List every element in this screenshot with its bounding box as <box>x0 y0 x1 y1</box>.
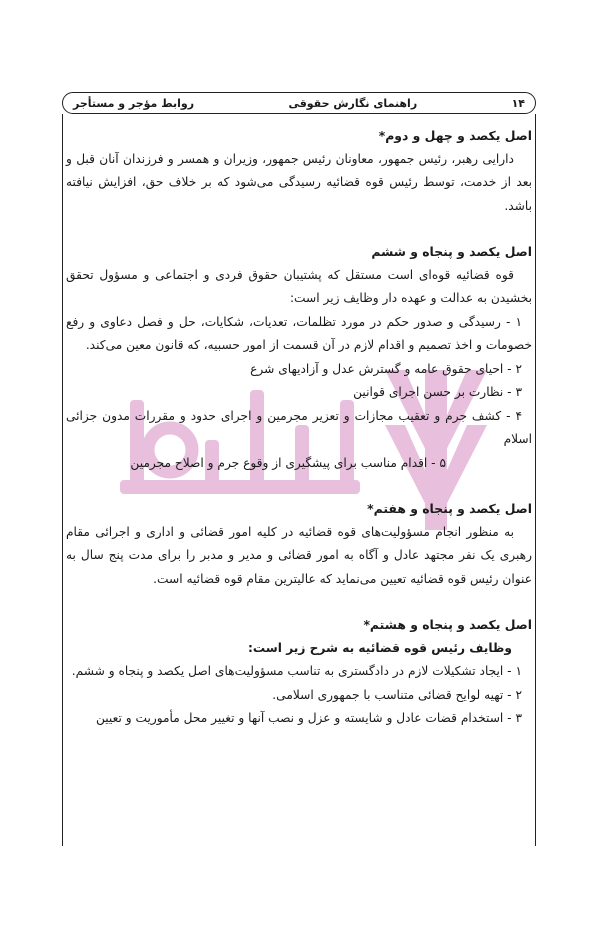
section-heading: اصل یکصد و پنجاه و هشتم* <box>363 617 532 632</box>
book-title: راهنمای نگارش حقوقی <box>288 96 418 110</box>
section-paragraph: به منظور انجام مسؤولیت‌های قوه قضائیه در کلیه امور قضائی و اداری و اجرائی مقام رهبری یک نفر مجتهد عادل و آگاه به امور قضائی و مدیر و مدبر را برای مدت پنج سال به عنوان رئیس قوه قضائیه تعیین می‌نماید که عالیترین مقام قوه قضائیه است. <box>66 524 532 586</box>
list-item: ۱ - ایجاد تشکیلات لازم در دادگستری به تناسب مسؤولیت‌های اصل یکصد و پنجاه و ششم. <box>71 664 522 678</box>
section-heading: اصل یکصد و پنجاه و ششم <box>371 244 532 259</box>
running-header <box>62 92 536 114</box>
list-item: ۳ - نظارت بر حسن اجرای قوانین <box>353 385 522 399</box>
section-paragraph: دارایی رهبر، رئیس جمهور، معاونان رئیس جمهور، وزیران و همسر و فرزندان آنان قبل و بعد از خدمت، توسط رئیس قوه قضائیه رسیدگی می‌شود که بر خلاف حق، افزایش نیافته باشد. <box>66 151 532 213</box>
list-item: ۲ - تهیه لوایح قضائی متناسب با جمهوری اسلامی. <box>272 687 522 702</box>
list-item: ۲ - احیای حقوق عامه و گسترش عدل و آزادیهای شرع <box>250 361 522 376</box>
page-number: ۱۴ <box>511 96 525 110</box>
section-subheading: وظایف رئیس قوه قضائیه به شرح زیر است: <box>248 640 512 655</box>
list-item: ۴ - کشف جرم و تعقیب مجازات و تعزیر مجرمین و اجرای حدود و مقررات مدون جزائی اسلام <box>66 408 532 446</box>
section-paragraph: قوه قضائیه قوه‌ای است مستقل که پشتیبان حقوق فردی و اجتماعی و مسؤول تحقق بخشیدن به عدالت و عهده دار وظایف زیر است: <box>66 267 532 305</box>
list-item: ۱ - رسیدگی و صدور حکم در مورد تظلمات، تعدیات، شکایات، حل و فصل دعاوی و رفع خصومات و اخذ تصمیم و اقدام لازم در آن قسمت از امور حسبیه، که قانون معین می‌کند. <box>66 314 532 352</box>
chapter-title: روابط مؤجر و مستأجر <box>73 96 195 110</box>
list-item: ۵ - اقدام مناسب برای پیشگیری از وقوع جرم و اصلاح مجرمین <box>130 455 446 470</box>
section-heading: اصل یکصد و پنجاه و هفتم* <box>367 501 532 516</box>
list-item: ۳ - استخدام قضات عادل و شایسته و عزل و نصب آنها و تغییر محل مأموریت و تعیین <box>95 711 522 725</box>
section-heading: اصل یکصد و چهل و دوم* <box>378 128 532 143</box>
page-body <box>66 124 532 731</box>
